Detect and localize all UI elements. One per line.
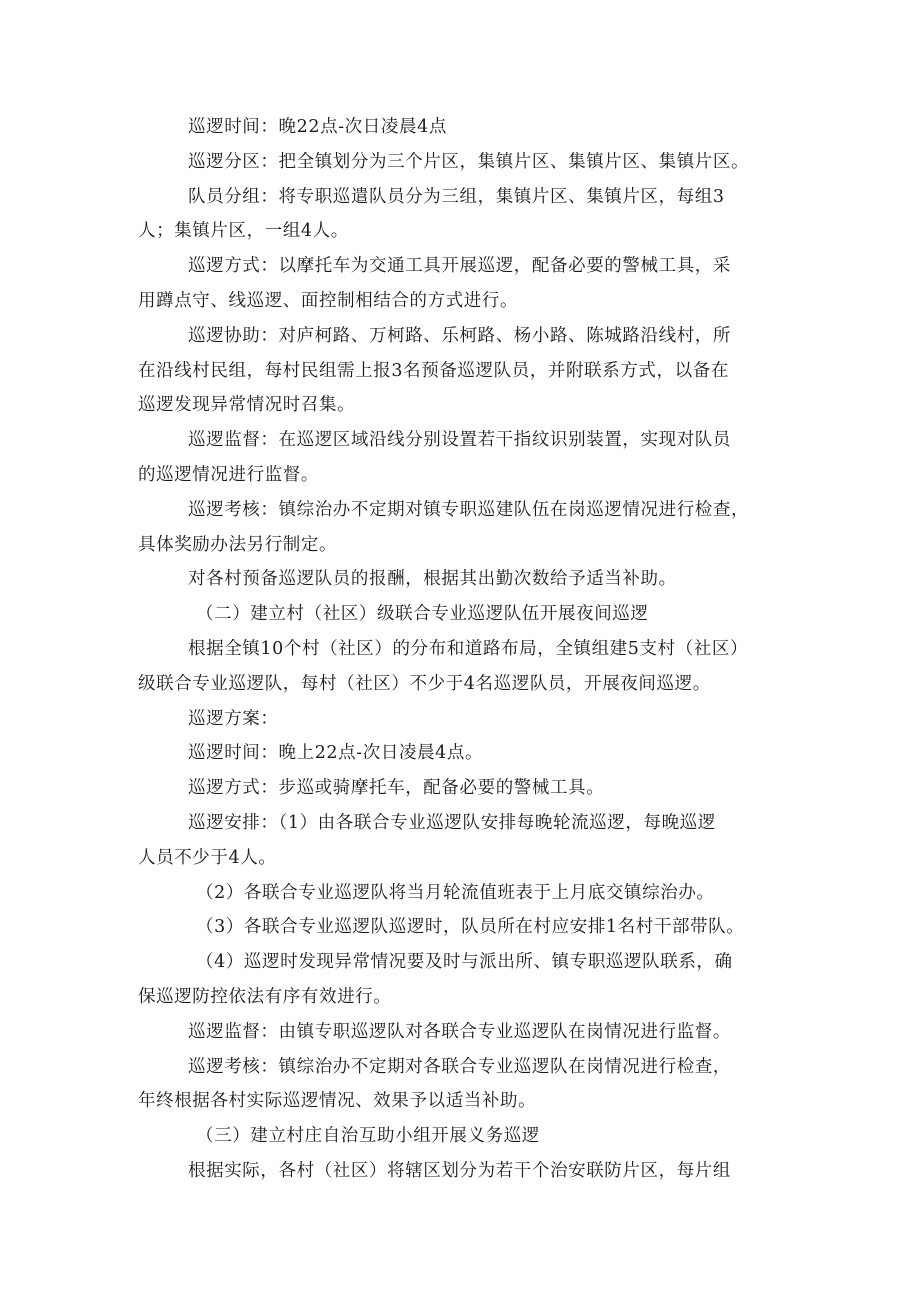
text-line: 人员不少于4人。 [138,847,277,868]
text-line: 巡逻安排：（1）由各联合专业巡逻队安排每晚轮流巡逻，每晚巡逻 [188,812,716,833]
text-line: 具体奖励办法另行制定。 [138,534,338,555]
section-heading: （二）建立村（社区）级联合专业巡逻队伍开展夜间巡逻 [196,604,649,625]
text-line: （2）各联合专业巡逻队将当月轮流值班表于上月底交镇综治办。 [196,882,715,903]
text-line: 根据实际，各村（社区）将辖区划分为若干个治安联防片区，每片组 [188,1160,731,1181]
text-line: 队员分组：将专职巡遣队员分为三组，集镇片区、集镇片区，每组3 [188,186,725,207]
text-line: 巡逻考核：镇综治办不定期对各联合专业巡逻队在岗情况进行检查， [188,1056,731,1077]
text-line: 年终根据各村实际巡逻情况、效果予以适当补助。 [138,1091,537,1112]
text-line: 巡逻监督：由镇专职巡逻队对各联合专业巡逻队在岗情况进行监督。 [188,1021,731,1042]
text-line: 巡逻监督：在巡逻区域沿线分别设置若干指纹识别装置，实现对队员 [188,430,731,451]
text-line: 巡逻时间：晚上22点-次日凌晨4点。 [188,743,484,764]
text-line: 人；集镇片区，一组4人。 [138,221,349,242]
text-line: 巡逻分区：把全镇划分为三个片区，集镇片区、集镇片区、集镇片区。 [188,151,750,172]
document-page [138,110,788,1189]
text-line: 用蹲点守、线巡逻、面控制相结合的方式进行。 [138,290,519,311]
section-heading: （三）建立村庄自治互助小组开展义务巡逻 [196,1126,540,1147]
text-line: 巡逻时间：晚22点-次日凌晨4点 [188,117,447,137]
text-line: 巡逻协助：对庐柯路、万柯路、乐柯路、杨小路、陈城路沿线村，所 [188,325,731,346]
text-line: （4）巡逻时发现异常情况要及时与派出所、镇专职巡逻队联系，确 [196,952,733,973]
text-line: 在沿线村民组，每村民组需上报3名预备巡逻队员，并附联系方式，以备在 [138,360,729,381]
text-line: 巡逻发现异常情况时召集。 [138,395,356,416]
text-line: 级联合专业巡逻队，每村（社区）不少于4名巡逻队员，开展夜间巡逻。 [138,673,711,694]
text-line: 巡逻方式：步巡或骑摩托车，配备必要的警械工具。 [188,778,605,799]
text-line: 保巡逻防控依法有序有效进行。 [138,986,392,1007]
text-line: 根据全镇10个村（社区）的分布和道路布局，全镇组建5支村（社区） [188,638,749,659]
text-line: 巡逻方式：以摩托车为交通工具开展巡逻，配备必要的警械工具，采 [188,256,731,277]
text-line: 巡逻方案： [188,708,279,729]
text-line: （3）各联合专业巡逻队巡逻时，队员所在村应安排1名村干部带队。 [196,917,745,938]
text-line: 的巡逻情况进行监督。 [138,464,319,485]
text-line: 巡逻考核：镇综治办不定期对镇专职巡建队伍在岗巡逻情况进行检查， [188,499,750,520]
text-line: 对各村预备巡逻队员的报酬，根据其出勤次数给予适当补助。 [188,569,677,590]
